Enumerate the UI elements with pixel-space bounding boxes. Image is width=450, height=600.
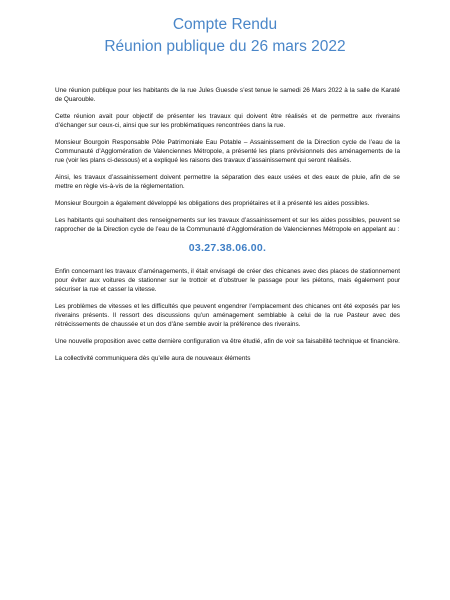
paragraph: Ainsi, les travaux d’assainissement doivent permettre la séparation des eaux usées et des eaux de pluie, afin de se mettre en règle vis-à-vis de la réglementation.	[55, 174, 400, 190]
paragraph: Monsieur Bourgoin a également développé les obligations des propriétaires et il a présenté les aides possibles.	[55, 200, 370, 207]
document-body	[55, 86, 400, 371]
paragraph: Cette réunion avait pour objectif de présenter les travaux qui doivent être réalisés et de permettre aux riverains d’échanger sur ceux-ci, ainsi que sur les problématiques rencontrées dans la rue.	[55, 113, 400, 129]
document-title	[0, 14, 450, 58]
paragraph: Monsieur Bourgoin Responsable Pôle Patrimoniale Eau Potable – Assainissement de la Direction cycle de l’eau de la Communauté d’Agglomération de Valenciennes Métropole, a présenté les plans prévisionnels des aménagements de la rue (voir les plans ci-dessous) et a expliqué les raisons des travaux d’assainissement qui seront réalisés.	[55, 139, 400, 164]
paragraph: Les habitants qui souhaitent des renseignements sur les travaux d’assainissement et sur les aides possibles, peuvent se rapprocher de la Direction cycle de l’eau de la Communauté d’Agglomération de Valenciennes Métropole en appelant au :	[55, 217, 400, 233]
paragraph: Une réunion publique pour les habitants de la rue Jules Guesde s’est tenue le samedi 26 Mars 2022 à la salle de Karaté de Quarouble.	[55, 87, 400, 103]
paragraph: Les problèmes de vitesses et les difficultés que peuvent engendrer l’emplacement des chicanes ont été exposés par les riverains présents. Il ressort des discussions qu’un aménagement semblable à celui de la rue Pasteur avec des rétrécissements de chaussée et un dos d’âne semble avoir la préférence des riverains.	[55, 303, 400, 328]
paragraph: Une nouvelle proposition avec cette dernière configuration va être étudié, afin de voir sa faisabilité technique et financière.	[55, 338, 400, 345]
phone-number: 03.27.38.06.00.	[188, 242, 267, 254]
title-line-2: Réunion publique du 26 mars 2022	[104, 38, 346, 55]
paragraph: Enfin concernant les travaux d’aménagements, il était envisagé de créer des chicanes avec des places de stationnement pour éviter aux voitures de stationner sur le trottoir et d’obstruer le passage pour les piétons, mais également pour sécuriser la rue et casser la vitesse.	[55, 268, 400, 293]
title-line-1: Compte Rendu	[172, 16, 278, 33]
paragraph: La collectivité communiquera dès qu’elle aura de nouveaux éléments	[55, 355, 251, 362]
